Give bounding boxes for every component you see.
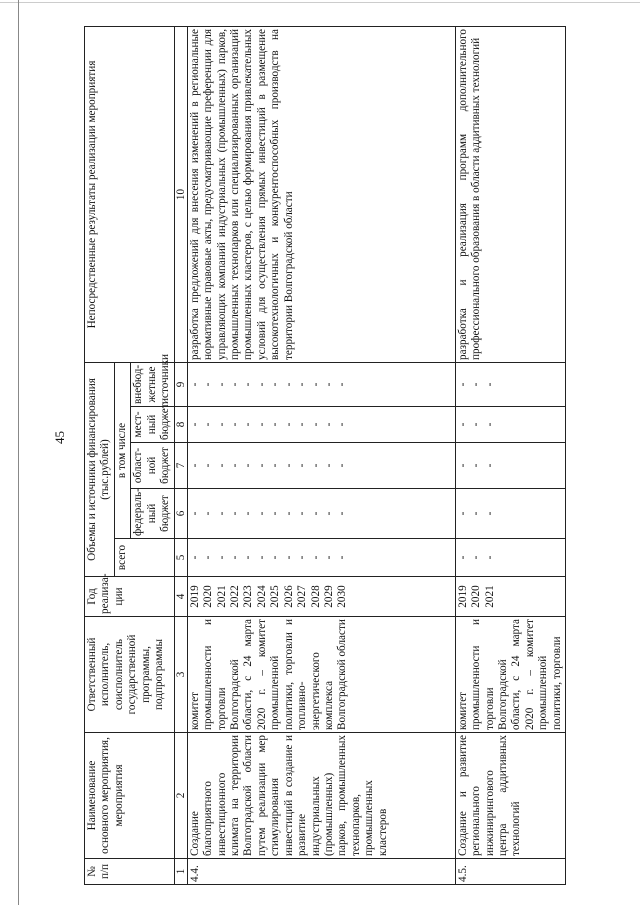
year-value: 2029 <box>323 585 335 608</box>
federal-value: - <box>323 511 335 516</box>
year-value: 2020 <box>202 585 215 608</box>
table-row <box>187 26 455 884</box>
local-value: - <box>202 422 215 427</box>
federal-value: - <box>202 511 215 516</box>
federal-value: - <box>255 511 268 516</box>
local-value: - <box>269 422 282 427</box>
extra-value: - <box>309 382 322 387</box>
federal-value: - <box>215 511 228 516</box>
total-value: - <box>242 555 255 560</box>
header-regional: област-ной бюджет <box>131 443 174 489</box>
total-value: - <box>323 555 335 560</box>
row-extra <box>455 362 566 406</box>
total-value: - <box>215 555 228 560</box>
row-num: 4.4. <box>187 859 455 885</box>
local-value: - <box>215 422 228 427</box>
federal-value: - <box>296 511 309 516</box>
year-value: 2023 <box>242 585 255 608</box>
regional-value: - <box>215 463 228 468</box>
regional-value: - <box>296 463 309 468</box>
program-activities-table <box>84 26 566 885</box>
row-name: Создание и развитие регионального инжинирингового центра аддитивных технологий <box>455 733 566 859</box>
header-local: мест-ный бюджет <box>131 407 174 443</box>
local-value: - <box>456 422 469 427</box>
federal-value: - <box>483 511 496 516</box>
header-extra: внебюд-жетные источники <box>131 362 174 406</box>
row-regional <box>455 443 566 489</box>
local-value: - <box>188 422 201 427</box>
extra-value: - <box>202 382 215 387</box>
federal-value: - <box>456 511 469 516</box>
regional-value: - <box>282 463 295 468</box>
extra-value: - <box>242 382 255 387</box>
year-value: 2020 <box>470 585 483 608</box>
col-number: 8 <box>174 407 187 443</box>
top-edge-line <box>0 2 640 3</box>
federal-value: - <box>188 511 201 516</box>
header-total: всего <box>114 539 174 577</box>
extra-value: - <box>296 382 309 387</box>
rotated-page-content <box>84 15 604 885</box>
total-value: - <box>456 555 469 560</box>
row-responsible: комитет промышленности и торговли Волгоградской области, с 24 марта 2020 г. – комитет промышленной политики, торговли <box>455 617 566 733</box>
regional-value: - <box>188 463 201 468</box>
header-year: Год реализа-ции <box>85 577 175 617</box>
year-value: 2026 <box>282 585 295 608</box>
federal-value: - <box>228 511 241 516</box>
extra-value: - <box>215 382 228 387</box>
regional-value: - <box>483 463 496 468</box>
regional-value: - <box>255 463 268 468</box>
total-value: - <box>470 555 483 560</box>
row-responsible: комитет промышленности и торговли Волгоградской области, с 24 марта 2020 г. – комитет промышленной политики, торговли и топливно-энергетического комплекса Волгоградской области <box>187 617 455 733</box>
header-including: в том числе <box>114 362 130 538</box>
local-value: - <box>309 422 322 427</box>
extra-value: - <box>188 382 201 387</box>
table-row <box>455 26 566 884</box>
extra-value: - <box>483 382 496 387</box>
row-years <box>187 577 455 617</box>
federal-value: - <box>269 511 282 516</box>
local-value: - <box>483 422 496 427</box>
local-value: - <box>296 422 309 427</box>
year-value: 2021 <box>215 585 228 608</box>
row-federal <box>187 489 455 539</box>
local-value: - <box>323 422 335 427</box>
row-years <box>455 577 566 617</box>
extra-value: - <box>456 382 469 387</box>
col-number: 4 <box>174 577 187 617</box>
local-value: - <box>336 422 349 427</box>
regional-value: - <box>470 463 483 468</box>
year-value: 2024 <box>255 585 268 608</box>
header-name: Наименование основного мероприятия, мероприятия <box>85 733 175 859</box>
extra-value: - <box>323 382 335 387</box>
row-name: Создание благоприятного инвестиционного климата на территории Волгоградской области путем реализации мер стимулирования инвестиций в создание и развитие индустриальных (промышленных) парков, промышленных технопарков, промышленных кластеров <box>187 733 455 859</box>
federal-value: - <box>242 511 255 516</box>
year-value: 2028 <box>309 585 322 608</box>
row-extra <box>187 362 455 406</box>
header-num: № п/п <box>85 859 175 885</box>
row-federal <box>455 489 566 539</box>
extra-value: - <box>269 382 282 387</box>
col-number: 5 <box>174 539 187 577</box>
row-local <box>455 407 566 443</box>
regional-value: - <box>456 463 469 468</box>
extra-value: - <box>282 382 295 387</box>
regional-value: - <box>228 463 241 468</box>
local-value: - <box>470 422 483 427</box>
regional-value: - <box>242 463 255 468</box>
local-value: - <box>242 422 255 427</box>
col-number: 1 <box>174 859 187 885</box>
local-value: - <box>255 422 268 427</box>
extra-value: - <box>228 382 241 387</box>
year-value: 2021 <box>483 585 496 608</box>
total-value: - <box>269 555 282 560</box>
year-value: 2030 <box>336 585 349 608</box>
year-value: 2019 <box>188 585 201 608</box>
header-responsible: Ответственный исполнитель, соисполнитель государственной программы, подпрограммы <box>85 617 175 733</box>
year-value: 2022 <box>228 585 241 608</box>
total-value: - <box>202 555 215 560</box>
year-value: 2019 <box>456 585 469 608</box>
federal-value: - <box>309 511 322 516</box>
regional-value: - <box>336 463 349 468</box>
federal-value: - <box>336 511 349 516</box>
extra-value: - <box>336 382 349 387</box>
total-value: - <box>282 555 295 560</box>
page-number: 45 <box>52 431 67 444</box>
col-number: 9 <box>174 362 187 406</box>
row-total <box>455 539 566 577</box>
header-results: Непосредственные результаты реализации мероприятия <box>85 26 175 362</box>
row-result: разработка и реализация программ дополнительного профессионального образования в области аддитивных технологий <box>455 26 566 362</box>
regional-value: - <box>323 463 335 468</box>
header-federal: федераль-ный бюджет <box>131 489 174 539</box>
regional-value: - <box>309 463 322 468</box>
row-result: разработка предложений для внесения изменений в региональные нормативные правовые акты, предусматривающие преференции для управляющих компаний индустриальных (промышленных) парков, промышленных технопарков или специализированных организаций промышленных кластеров, с целью формирования привлекательных условий для осуществления прямых инвестиций в размещение высокотехнологичных и конкурентоспособных производств на территории Волгоградской области <box>187 26 455 362</box>
page-left-edge <box>18 0 19 905</box>
extra-value: - <box>255 382 268 387</box>
total-value: - <box>336 555 349 560</box>
col-number: 2 <box>174 733 187 859</box>
row-regional <box>187 443 455 489</box>
regional-value: - <box>269 463 282 468</box>
row-total <box>187 539 455 577</box>
col-number: 10 <box>174 26 187 362</box>
header-funding: Объемы и источники финансирования (тыс.рублей) <box>85 362 115 576</box>
total-value: - <box>309 555 322 560</box>
federal-value: - <box>470 511 483 516</box>
total-value: - <box>188 555 201 560</box>
total-value: - <box>483 555 496 560</box>
total-value: - <box>296 555 309 560</box>
local-value: - <box>228 422 241 427</box>
year-value: 2025 <box>269 585 282 608</box>
col-number: 6 <box>174 489 187 539</box>
year-value: 2027 <box>296 585 309 608</box>
federal-value: - <box>282 511 295 516</box>
extra-value: - <box>470 382 483 387</box>
col-number: 7 <box>174 443 187 489</box>
local-value: - <box>282 422 295 427</box>
total-value: - <box>228 555 241 560</box>
row-num: 4.5. <box>455 859 566 885</box>
regional-value: - <box>202 463 215 468</box>
col-number: 3 <box>174 617 187 733</box>
row-local <box>187 407 455 443</box>
total-value: - <box>255 555 268 560</box>
